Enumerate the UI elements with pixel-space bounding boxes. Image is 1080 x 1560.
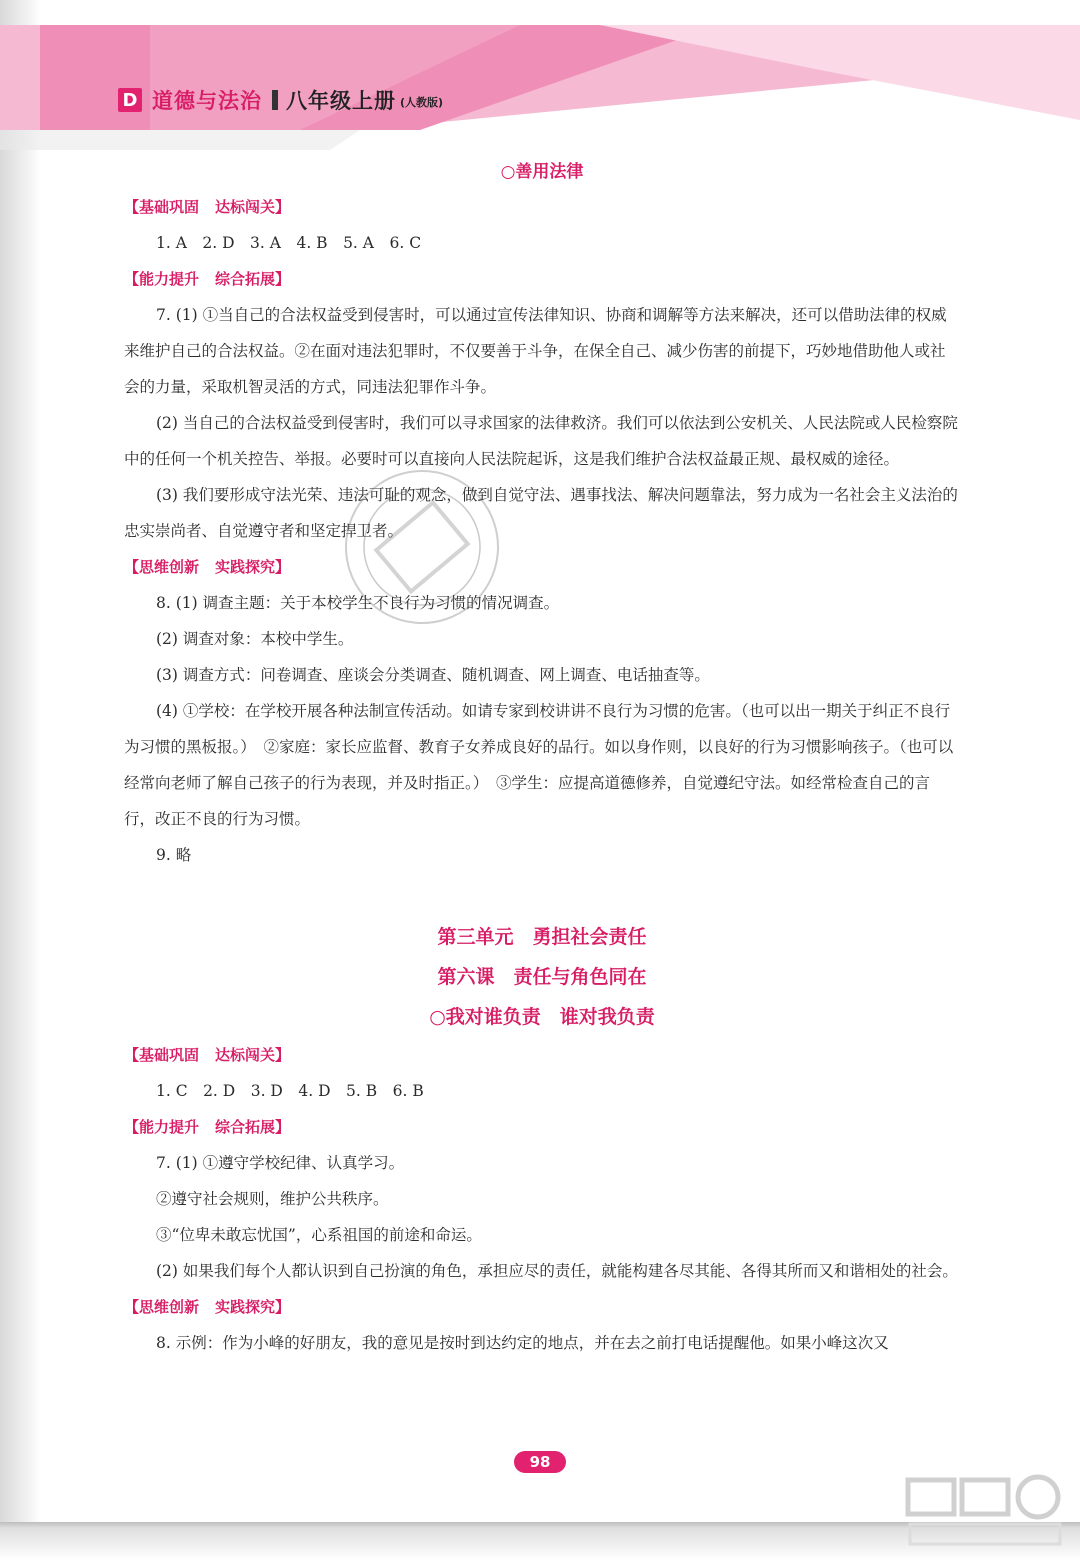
answer-7-1: 7. (1) ①当自己的合法权益受到侵害时，可以通过宣传法律知识、协商和调解等方法来解决，还可以借助法律的权威来维护自己的合法权益。②在面对违法犯罪时，不仅要善于斗争，在保全自己、减少伤害的前提下，巧妙地借助他人或社会的力量，采取机智灵活的方式，同违法犯罪作斗争。 — [124, 306, 947, 396]
edition-label: (人教版) — [400, 96, 444, 109]
answer2-8: 8. 示例：作为小峰的好朋友，我的意见是按时到达约定的地点，并在去之前打电话提醒他。如果小峰这次又 — [156, 1334, 889, 1352]
answer-7-2: (2) 当自己的合法权益受到侵害时，我们可以寻求国家的法律救济。我们可以依法到公安机关、人民法院或人民检察院中的任何一个机关控告、举报。必要时可以直接向人民法院起诉，这是我们维护合法权益最正规、最权威的途径。 — [124, 414, 958, 468]
lesson-title: 第六课 责任与角色同在 — [437, 966, 647, 988]
answer-8-3: (3) 调查方式：问卷调查、座谈会分类调查、随机调查、网上调查、电话抽查等。 — [156, 666, 710, 684]
answer-8-1: 8. (1) 调查主题：关于本校学生不良行为习惯的情况调查。 — [156, 594, 560, 612]
page-number: 98 — [514, 1451, 566, 1473]
answer-8-4: (4) ①学校：在学校开展各种法制宣传活动。如请专家到校讲讲不良行为习惯的危害。（也可以出一期关于纠正不良行为习惯的黑板报。） ②家庭：家长应监督、教育子女养成良好的品行。如以身作则，以良好的行为习惯影响孩子。（也可以经常向老师了解自己孩子的行为表现，并及时指正。） ③学生：应提高道德修养，自觉遵纪守法。如经常检查自己的言行，改正不良的行为习惯。 — [124, 702, 954, 828]
tag-ability-2: 【能力提升 综合拓展】 — [124, 1118, 291, 1136]
unit-title: 第三单元 勇担社会责任 — [437, 926, 647, 948]
answer2-7-1c: ③“位卑未敢忘忧国”，心系祖国的前途和命运。 — [156, 1226, 482, 1244]
answer-content — [124, 155, 960, 1361]
d-badge: D — [118, 88, 142, 112]
answer2-7-1: 7. (1) ①遵守学校纪律、认真学习。 — [156, 1154, 405, 1172]
section-title-2: ○我对谁负责 谁对我负责 — [429, 1006, 655, 1028]
site-logo-watermark — [900, 1470, 1070, 1550]
tag-practice: 【思维创新 实践探究】 — [124, 558, 291, 576]
section-title: ○善用法律 — [500, 162, 584, 182]
answer2-7-1b: ②遵守社会规则，维护公共秩序。 — [156, 1190, 389, 1208]
tag-ability: 【能力提升 综合拓展】 — [124, 270, 291, 288]
answer-9: 9. 略 — [156, 846, 192, 864]
page-spine-shadow — [0, 0, 40, 1560]
answer-8-2: (2) 调查对象：本校中学生。 — [156, 630, 354, 648]
answers-basic: 1. A 2. D 3. A 4. B 5. A 6. C — [156, 234, 422, 252]
tag-basic: 【基础巩固 达标闯关】 — [124, 198, 291, 216]
answers-basic-2: 1. C 2. D 3. D 4. D 5. B 6. B — [156, 1082, 424, 1100]
subject-title: 道德与法治 — [152, 89, 262, 113]
header-separator — [272, 90, 278, 110]
tag-basic-2: 【基础巩固 达标闯关】 — [124, 1046, 291, 1064]
header-decoration — [0, 0, 1080, 150]
grade-title: 八年级上册 — [286, 89, 396, 113]
answer-7-3: (3) 我们要形成守法光荣、违法可耻的观念，做到自觉守法、遇事找法、解决问题靠法，努力成为一名社会主义法治的忠实崇尚者、自觉遵守者和坚定捍卫者。 — [124, 486, 958, 540]
book-header — [118, 86, 443, 114]
answer2-7-2: (2) 如果我们每个人都认识到自己扮演的角色，承担应尽的责任，就能构建各尽其能、各得其所而又和谐相处的社会。 — [156, 1262, 958, 1280]
tag-practice-2: 【思维创新 实践探究】 — [124, 1298, 291, 1316]
